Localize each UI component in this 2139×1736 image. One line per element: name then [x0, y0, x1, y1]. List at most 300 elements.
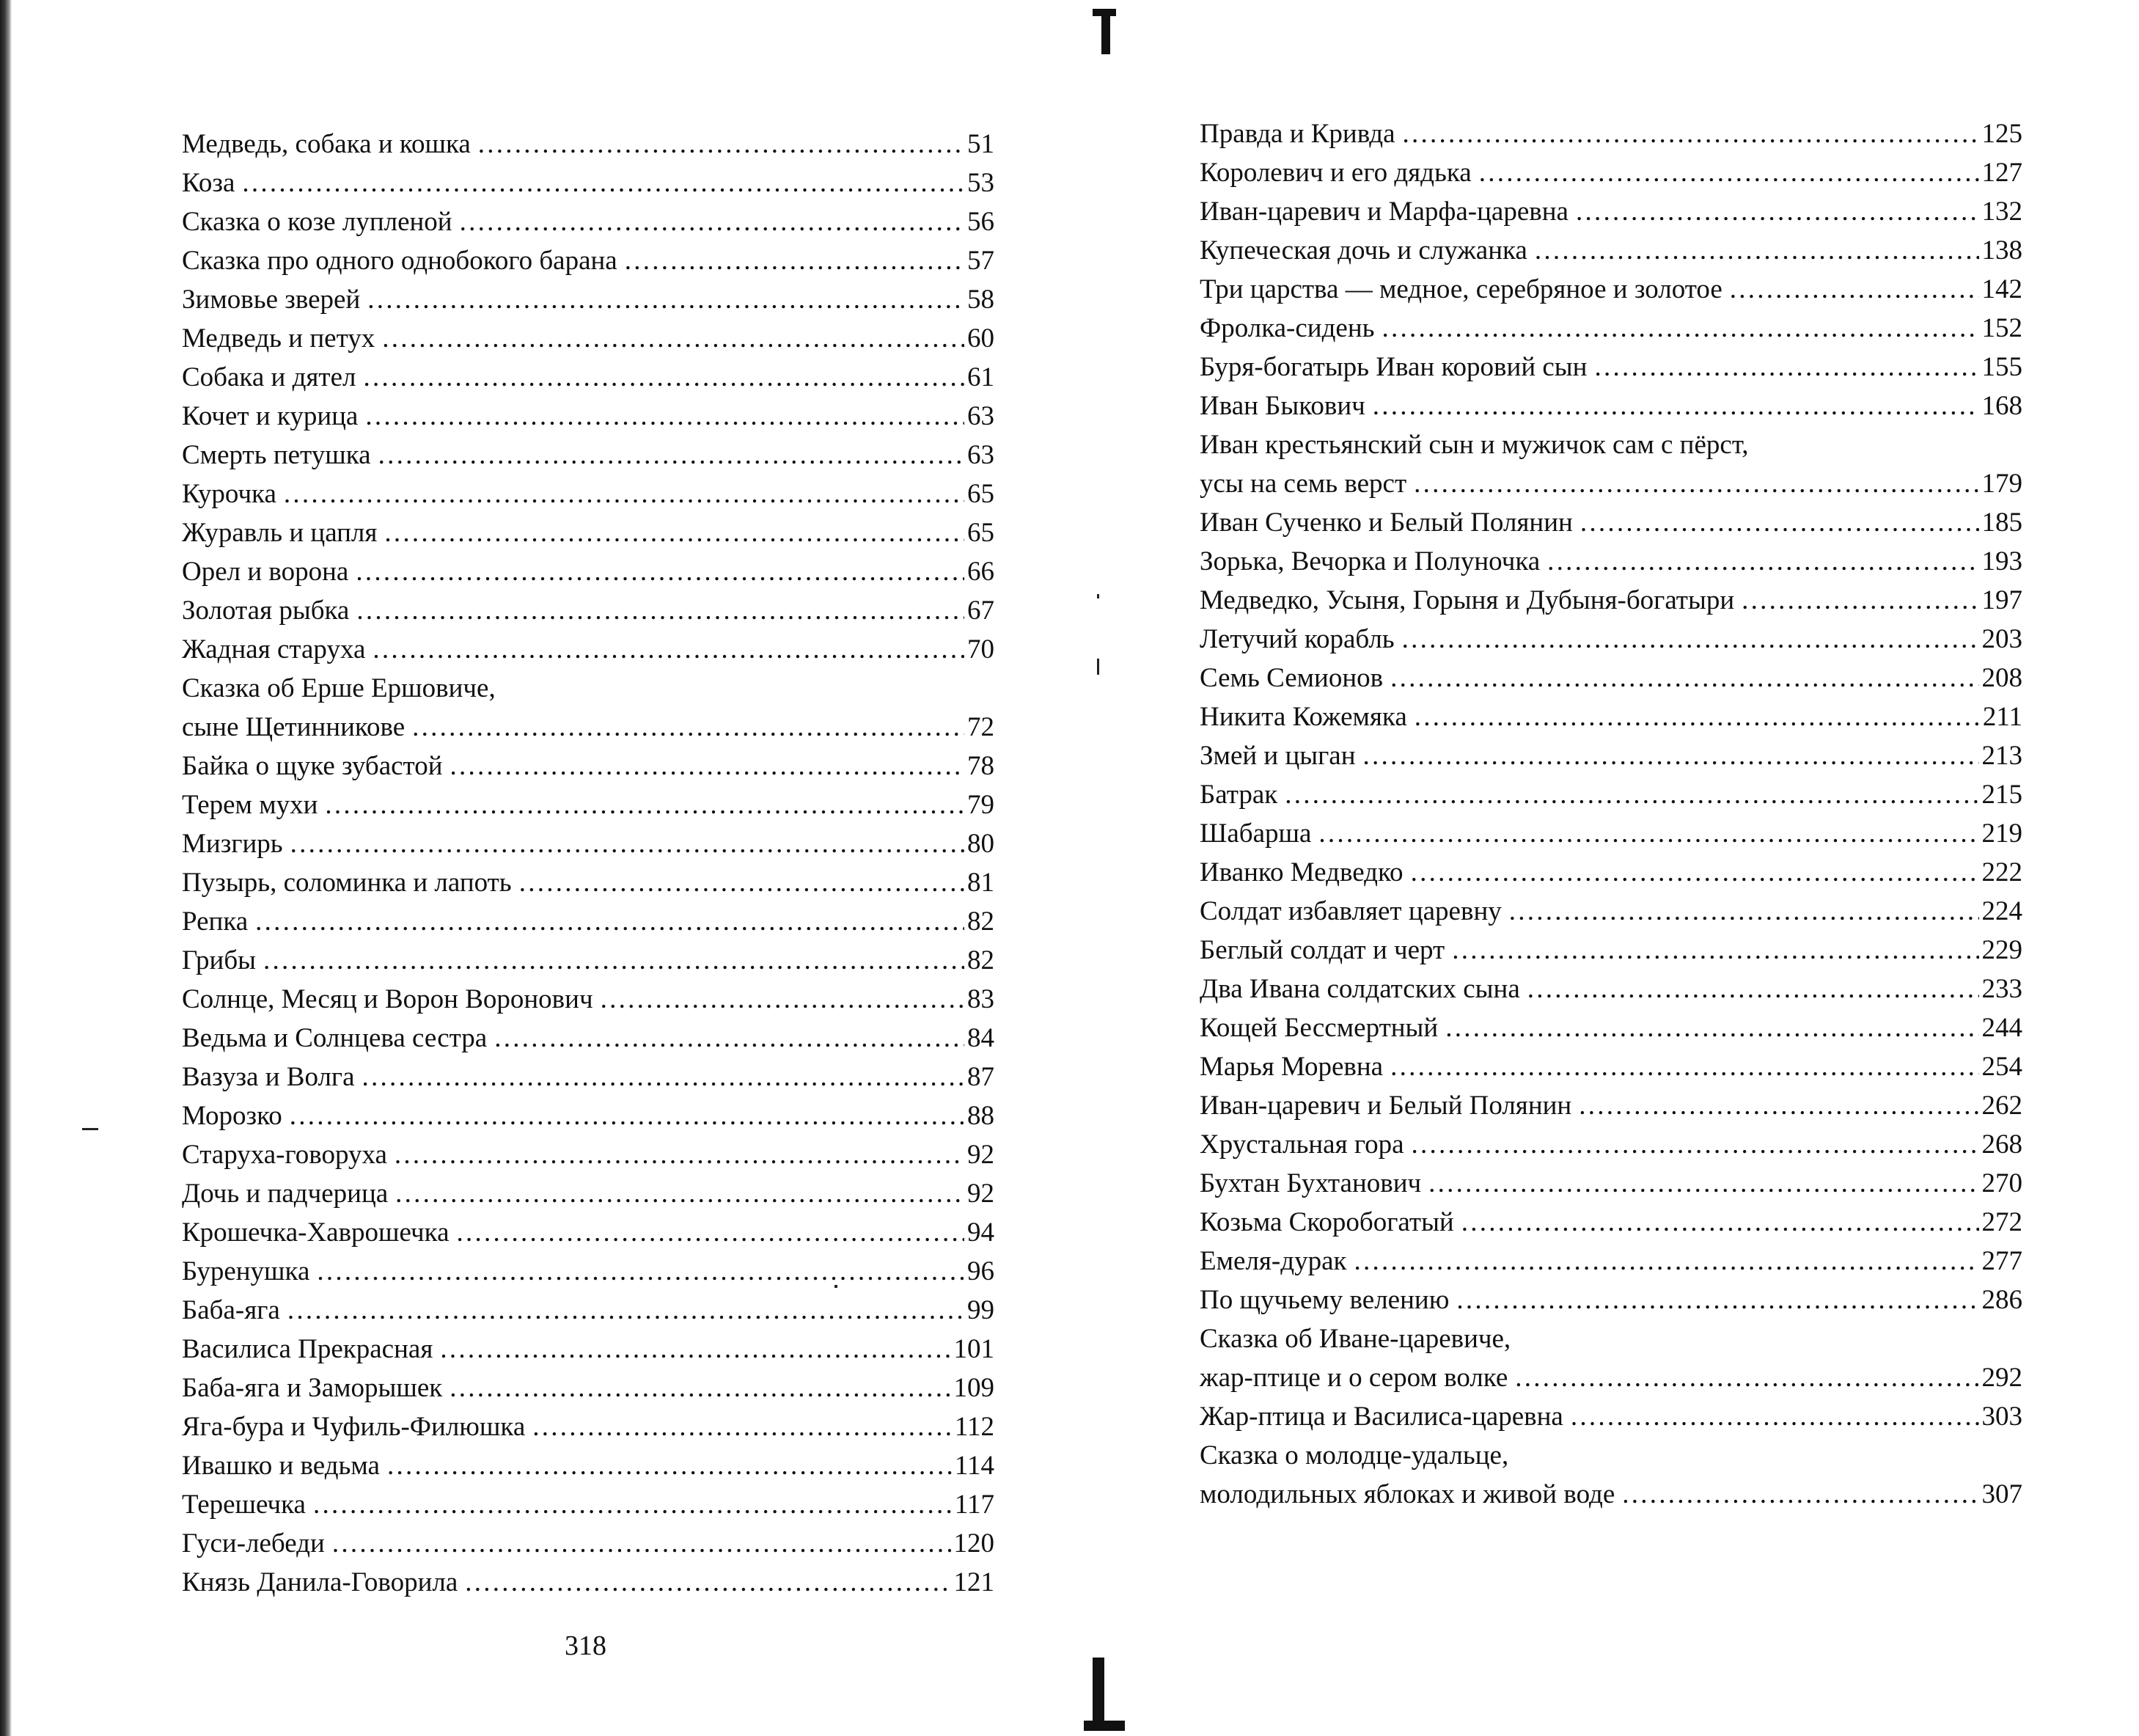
toc-entry — [182, 591, 994, 630]
toc-entry — [1200, 1047, 2022, 1086]
toc-entry-page: 66 — [967, 557, 994, 587]
toc-entry-title: Никита Кожемяка — [1200, 702, 1407, 732]
dot-leader — [1622, 1475, 1978, 1514]
toc-entry-title: Три царства — медное, серебряное и золотое — [1200, 274, 1722, 304]
toc-entry-page: 101 — [953, 1334, 994, 1364]
toc-entry-page: 215 — [1981, 780, 2022, 810]
toc-entry — [1200, 736, 2022, 775]
toc-entry-title: Курочка — [182, 479, 276, 509]
toc-entry-row — [182, 630, 994, 669]
toc-entry-row — [1200, 814, 2022, 853]
toc-entry — [1200, 659, 2022, 697]
toc-entry-row — [1200, 736, 2022, 775]
dot-leader — [395, 1135, 964, 1174]
toc-entry-page: 197 — [1981, 585, 2022, 615]
toc-entry-page: 87 — [967, 1062, 994, 1092]
toc-entry-row — [182, 1252, 994, 1291]
toc-entry-title: Иван Сученко и Белый Полянин — [1200, 508, 1573, 538]
toc-entry-title: Баба-яга — [182, 1295, 280, 1325]
toc-entry-page: 84 — [967, 1023, 994, 1053]
toc-entry — [1200, 348, 2022, 387]
dot-leader — [1373, 387, 1979, 425]
dot-leader — [332, 1524, 951, 1563]
toc-entry-row — [182, 1369, 994, 1407]
toc-entry — [1200, 814, 2022, 853]
toc-entry — [182, 1563, 994, 1602]
dot-leader — [365, 397, 964, 436]
toc-entry — [182, 1369, 994, 1407]
toc-entry — [1200, 270, 2022, 309]
toc-entry-row — [182, 708, 994, 747]
toc-entry-title: Буренушка — [182, 1256, 310, 1286]
toc-entry-row — [182, 202, 994, 241]
toc-entry-page: 208 — [1981, 663, 2022, 693]
toc-entry — [1200, 114, 2022, 153]
toc-entry-row — [1200, 114, 2022, 153]
toc-entry-title: Сказка про одного однобокого барана — [182, 246, 617, 276]
toc-entry-page: 203 — [1981, 624, 2022, 654]
toc-entry-row — [1200, 503, 2022, 542]
toc-entry-row — [182, 980, 994, 1019]
toc-entry-page: 94 — [967, 1217, 994, 1248]
toc-entry-title-line1: Сказка о молодце-удальце, — [1200, 1440, 1509, 1471]
toc-entry-title: Мизгирь — [182, 829, 283, 859]
toc-entry-page: 219 — [1981, 818, 2022, 849]
toc-entry-page: 303 — [1981, 1402, 2022, 1432]
toc-entry — [1200, 853, 2022, 892]
dot-leader — [1354, 1242, 1978, 1281]
toc-entry — [182, 1524, 994, 1563]
toc-entry — [182, 397, 994, 436]
dot-leader — [440, 1330, 950, 1369]
toc-entry — [1200, 542, 2022, 581]
toc-entry-page: 254 — [1981, 1052, 2022, 1082]
toc-entry-row — [1200, 231, 2022, 270]
toc-entry — [1200, 231, 2022, 270]
toc-entry-title: Солдат избавляет царевну — [1200, 896, 1502, 926]
toc-entry-title: жар-птице и о сером волке — [1200, 1363, 1508, 1393]
toc-entry-title: Репка — [182, 907, 249, 937]
toc-entry-row — [182, 747, 994, 785]
toc-entry-page: 53 — [967, 168, 994, 198]
toc-entry-page: 63 — [967, 440, 994, 470]
toc-entry-title: Буря-богатырь Иван коровий сын — [1200, 352, 1588, 382]
page-number: 318 — [565, 1630, 606, 1661]
toc-entry-row — [1200, 1242, 2022, 1281]
toc-entry-page: 96 — [967, 1256, 994, 1286]
toc-entry-page: 82 — [967, 945, 994, 975]
toc-entry-page: 270 — [1981, 1168, 2022, 1198]
toc-entry-page: 213 — [1981, 741, 2022, 771]
toc-entry-row — [182, 1446, 994, 1485]
dot-leader — [1390, 1047, 1978, 1086]
toc-entry-title: Зимовье зверей — [182, 285, 361, 315]
toc-entry-page: 142 — [1981, 274, 2022, 304]
toc-entry-row — [1200, 1203, 2022, 1242]
gutter-binding-mark-top — [1093, 9, 1118, 56]
toc-entry — [182, 1213, 994, 1252]
dot-leader — [532, 1407, 952, 1446]
toc-entry-page: 65 — [967, 479, 994, 509]
toc-entry — [1200, 309, 2022, 348]
toc-entry-page: 268 — [1981, 1129, 2022, 1160]
toc-entry-row — [1200, 270, 2022, 309]
toc-entry-title: Коза — [182, 168, 235, 198]
dot-leader — [1402, 620, 1979, 659]
toc-entry-row — [182, 1524, 994, 1563]
toc-entry-title: Иван Быкович — [1200, 391, 1365, 421]
toc-entry-title: Сказка о козе лупленой — [182, 207, 452, 237]
dot-leader — [363, 358, 964, 397]
dot-leader — [362, 1058, 964, 1096]
toc-entry-title: Козьма Скоробогатый — [1200, 1207, 1454, 1237]
toc-entry-page: 277 — [1981, 1246, 2022, 1276]
toc-entry-row — [182, 941, 994, 980]
toc-entry-title: Баба-яга и Заморышек — [182, 1373, 443, 1403]
dot-leader — [1730, 270, 1979, 309]
toc-entry-page: 83 — [967, 984, 994, 1014]
toc-entry — [1200, 1086, 2022, 1125]
toc-entry-page: 114 — [954, 1451, 994, 1481]
toc-entry-row — [182, 1330, 994, 1369]
toc-entry-row — [182, 319, 994, 358]
toc-entry — [182, 1330, 994, 1369]
dot-leader — [1452, 931, 1978, 970]
toc-entry-title: Золотая рыбка — [182, 596, 350, 626]
toc-entry-title: Терем мухи — [182, 790, 318, 820]
toc-entry-row — [1200, 892, 2022, 931]
toc-entry — [182, 202, 994, 241]
toc-entry-row — [182, 241, 994, 280]
toc-entry-page: 224 — [1981, 896, 2022, 926]
toc-entry — [182, 941, 994, 980]
toc-entry-page: 56 — [967, 207, 994, 237]
toc-entry-row — [182, 513, 994, 552]
toc-entry-title: Летучий корабль — [1200, 624, 1395, 654]
toc-entry-title: Солнце, Месяц и Ворон Воронович — [182, 984, 593, 1014]
dot-leader — [325, 785, 964, 824]
toc-entry-title: Терешечка — [182, 1490, 306, 1520]
scan-speck — [1097, 594, 1099, 598]
toc-entry-page: 138 — [1981, 235, 2022, 265]
toc-entry-page: 292 — [1981, 1363, 2022, 1393]
toc-entry-page: 57 — [967, 246, 994, 276]
toc-entry-title: Журавль и цапля — [182, 518, 378, 548]
toc-entry-title: Пузырь, соломинка и лапоть — [182, 868, 512, 898]
toc-entry-title: Купеческая дочь и служанка — [1200, 235, 1527, 265]
toc-entry-row — [1200, 1358, 2022, 1397]
toc-entry — [182, 1485, 994, 1524]
dot-leader — [287, 1291, 964, 1330]
toc-entry-row — [1200, 1475, 2022, 1514]
dot-leader — [1742, 581, 1978, 620]
toc-entry — [182, 863, 994, 902]
toc-entry-title: Дочь и падчерица — [182, 1179, 389, 1209]
dot-leader — [1515, 1358, 1978, 1397]
toc-entry-title: Жадная старуха — [182, 634, 366, 664]
toc-entry — [182, 1407, 994, 1446]
toc-entry-title: Бухтан Бухтанович — [1200, 1168, 1422, 1198]
toc-entry-title: Иванко Медведко — [1200, 857, 1404, 887]
toc-entry — [182, 1058, 994, 1096]
toc-entry-title: молодильных яблоках и живой воде — [1200, 1479, 1615, 1509]
toc-entry-row — [1200, 1281, 2022, 1319]
toc-entry-title: Батрак — [1200, 780, 1278, 810]
toc-entry — [182, 358, 994, 397]
toc-entry — [1200, 1281, 2022, 1319]
toc-entry — [1200, 503, 2022, 542]
toc-entry-row — [1200, 853, 2022, 892]
toc-entry-title-line1: Сказка об Иване-царевиче, — [1200, 1324, 1511, 1354]
dot-leader — [1580, 503, 1979, 542]
toc-entry-row — [182, 1485, 994, 1524]
dot-leader — [373, 630, 964, 669]
toc-entry-title: Морозко — [182, 1101, 282, 1131]
toc-entry-row — [182, 785, 994, 824]
toc-entry — [1200, 1436, 2022, 1514]
toc-entry — [1200, 1164, 2022, 1203]
toc-entry-row — [182, 475, 994, 513]
toc-entry-title: Старуха-говоруха — [182, 1140, 387, 1170]
toc-entry-page: 109 — [953, 1373, 994, 1403]
dot-leader — [465, 1563, 950, 1602]
toc-entry-page: 229 — [1981, 935, 2022, 965]
toc-entry — [182, 1252, 994, 1291]
dot-leader — [1428, 1164, 1978, 1203]
toc-entry-title: Ведьма и Солнцева сестра — [182, 1023, 488, 1053]
toc-entry-page: 51 — [967, 129, 994, 159]
toc-entry-title: Емеля-дурак — [1200, 1246, 1347, 1276]
dot-leader — [1285, 775, 1978, 814]
scan-speck — [1097, 659, 1099, 675]
toc-entry-title: Жар-птица и Василиса-царевна — [1200, 1402, 1563, 1432]
dot-leader — [290, 824, 964, 863]
toc-entry-row — [182, 1135, 994, 1174]
toc-entry-row — [1200, 153, 2022, 192]
toc-entry-row — [182, 280, 994, 319]
dot-leader — [263, 941, 964, 980]
toc-entry-page: 211 — [1982, 702, 2022, 732]
toc-entry — [1200, 1397, 2022, 1436]
toc-entry-title: Марья Моревна — [1200, 1052, 1384, 1082]
dot-leader — [1363, 736, 1979, 775]
toc-entry-row — [182, 1019, 994, 1058]
toc-entry-page: 70 — [967, 634, 994, 664]
toc-entry-row — [1200, 659, 2022, 697]
toc-entry-title: Вазуза и Волга — [182, 1062, 355, 1092]
toc-entry — [182, 552, 994, 591]
dot-leader — [1445, 1008, 1978, 1047]
dot-leader — [255, 902, 964, 941]
toc-entry-row — [182, 164, 994, 202]
toc-entry-page: 112 — [954, 1412, 994, 1442]
toc-entry-page: 92 — [967, 1140, 994, 1170]
toc-entry-page: 152 — [1981, 313, 2022, 343]
toc-entry-title-line1: Сказка об Ерше Ершовиче, — [182, 673, 496, 703]
toc-entry-page: 185 — [1981, 508, 2022, 538]
toc-entry-row — [182, 436, 994, 475]
toc-entry — [182, 241, 994, 280]
toc-entry — [1200, 1319, 2022, 1397]
toc-entry-page: 82 — [967, 907, 994, 937]
toc-entry-row — [1200, 1047, 2022, 1086]
toc-entry-row — [1200, 309, 2022, 348]
toc-entry — [1200, 931, 2022, 970]
dot-leader — [1390, 659, 1978, 697]
dot-leader — [1412, 1125, 1979, 1164]
toc-entry — [182, 1174, 994, 1213]
toc-entry-title: По щучьему велению — [1200, 1285, 1450, 1315]
toc-entry — [182, 747, 994, 785]
toc-entry-page: 307 — [1981, 1479, 2022, 1509]
dot-leader — [1456, 1281, 1978, 1319]
toc-entry-row — [1200, 581, 2022, 620]
dot-leader — [1318, 814, 1978, 853]
toc-entry-page: 233 — [1981, 974, 2022, 1004]
dot-leader — [1382, 309, 1979, 348]
toc-entry-row — [1200, 464, 2022, 503]
toc-entry-title: Крошечка-Хаврошечка — [182, 1217, 450, 1248]
toc-entry — [1200, 1008, 2022, 1047]
toc-entry-row — [1200, 775, 2022, 814]
toc-entry-page: 132 — [1981, 197, 2022, 227]
toc-entry-title: Фролка-сидень — [1200, 313, 1375, 343]
toc-entry-page: 58 — [967, 285, 994, 315]
dot-leader — [1479, 153, 1979, 192]
toc-entry — [182, 475, 994, 513]
dot-leader — [378, 436, 964, 475]
toc-entry — [182, 1019, 994, 1058]
dot-leader — [290, 1096, 964, 1135]
toc-entry — [1200, 775, 2022, 814]
dot-leader — [1414, 464, 1978, 503]
toc-entry-title: Змей и цыган — [1200, 741, 1356, 771]
toc-entry-page: 65 — [967, 518, 994, 548]
toc-entry — [182, 1291, 994, 1330]
toc-entry-title: Зорька, Вечорка и Полуночка — [1200, 546, 1541, 576]
toc-entry-row — [1200, 1125, 2022, 1164]
toc-entry — [1200, 1242, 2022, 1281]
dot-leader — [1579, 1086, 1978, 1125]
dot-leader — [457, 1213, 965, 1252]
toc-entry-page: 60 — [967, 323, 994, 354]
toc-entry-row — [1200, 1397, 2022, 1436]
toc-entry-title: Яга-бура и Чуфиль-Филюшка — [182, 1412, 526, 1442]
toc-entry — [182, 980, 994, 1019]
toc-entry-row — [1200, 1086, 2022, 1125]
toc-entry — [182, 669, 994, 747]
toc-entry — [1200, 153, 2022, 192]
toc-entry — [1200, 1125, 2022, 1164]
toc-entry-page: 88 — [967, 1101, 994, 1131]
toc-entry-title: Медведко, Усыня, Горыня и Дубыня-богатыри — [1200, 585, 1735, 615]
toc-entry — [182, 1096, 994, 1135]
dot-leader — [367, 280, 964, 319]
toc-entry-row — [1200, 970, 2022, 1008]
dot-leader — [384, 513, 964, 552]
toc-entry — [1200, 581, 2022, 620]
toc-entry-page: 67 — [967, 596, 994, 626]
toc-entry-title: Два Ивана солдатских сына — [1200, 974, 1520, 1004]
toc-entry — [1200, 892, 2022, 931]
toc-entry — [1200, 425, 2022, 503]
toc-entry-title: Василиса Прекрасная — [182, 1334, 433, 1364]
toc-entry-page: 78 — [967, 751, 994, 781]
dot-leader — [1535, 231, 1979, 270]
toc-entry-row — [182, 1407, 994, 1446]
toc-entry — [182, 1135, 994, 1174]
toc-entry-row — [182, 1058, 994, 1096]
dot-leader — [395, 1174, 964, 1213]
toc-entry-row — [1200, 620, 2022, 659]
dot-leader — [313, 1485, 952, 1524]
toc-entry-page: 244 — [1981, 1013, 2022, 1043]
toc-entry-title-line1: Иван крестьянский сын и мужичок сам с пёрст, — [1200, 430, 1749, 460]
dot-leader — [382, 319, 964, 358]
toc-entry-row — [1200, 931, 2022, 970]
dot-leader — [450, 1369, 950, 1407]
toc-entry — [182, 164, 994, 202]
toc-entry — [182, 513, 994, 552]
toc-entry-title: Кочет и курица — [182, 401, 359, 431]
toc-entry — [1200, 697, 2022, 736]
toc-entry-page: 117 — [954, 1490, 994, 1520]
toc-entry-title: Ивашко и ведьма — [182, 1451, 380, 1481]
toc-entry-page: 193 — [1981, 546, 2022, 576]
toc-entry-title: Собака и дятел — [182, 362, 356, 392]
toc-entry-title: Князь Данила-Говорила — [182, 1567, 458, 1597]
toc-entry-row — [182, 1174, 994, 1213]
page-edge-shadow — [0, 0, 12, 1736]
toc-entry-row — [182, 125, 994, 164]
dot-leader — [601, 980, 964, 1019]
toc-entry-title: Иван-царевич и Белый Полянин — [1200, 1091, 1572, 1121]
dot-leader — [1571, 1397, 1979, 1436]
toc-entry-row — [182, 1213, 994, 1252]
toc-entry-page: 262 — [1981, 1091, 2022, 1121]
toc-entry-row — [182, 552, 994, 591]
dot-leader — [1576, 192, 1979, 231]
dot-leader — [1415, 697, 1980, 736]
toc-entry — [1200, 970, 2022, 1008]
dot-leader — [1461, 1203, 1979, 1242]
toc-entry — [182, 319, 994, 358]
toc-entry-row — [182, 1563, 994, 1602]
toc-entry-row — [182, 358, 994, 397]
toc-entry-row — [182, 824, 994, 863]
toc-entry-title: Смерть петушка — [182, 440, 371, 470]
dot-leader — [1594, 348, 1978, 387]
toc-entry-page: 127 — [1981, 158, 2022, 188]
toc-entry-page: 125 — [1981, 119, 2022, 149]
toc-entry — [182, 125, 994, 164]
toc-entry-title: Семь Семионов — [1200, 663, 1384, 693]
toc-entry-row — [1200, 1164, 2022, 1203]
toc-entry — [182, 280, 994, 319]
toc-entry-title: Медведь, собака и кошка — [182, 129, 471, 159]
toc-entry-title: Королевич и его дядька — [1200, 158, 1472, 188]
dot-leader — [242, 164, 964, 202]
toc-entry-title: Орел и ворона — [182, 557, 349, 587]
toc-entry-page: 179 — [1981, 469, 2022, 499]
toc-entry-row — [182, 591, 994, 630]
toc-entry-page: 121 — [953, 1567, 994, 1597]
dot-leader — [356, 591, 964, 630]
toc-entry-row — [182, 902, 994, 941]
toc-entry-page: 81 — [967, 868, 994, 898]
dot-leader — [356, 552, 964, 591]
dot-leader — [317, 1252, 964, 1291]
